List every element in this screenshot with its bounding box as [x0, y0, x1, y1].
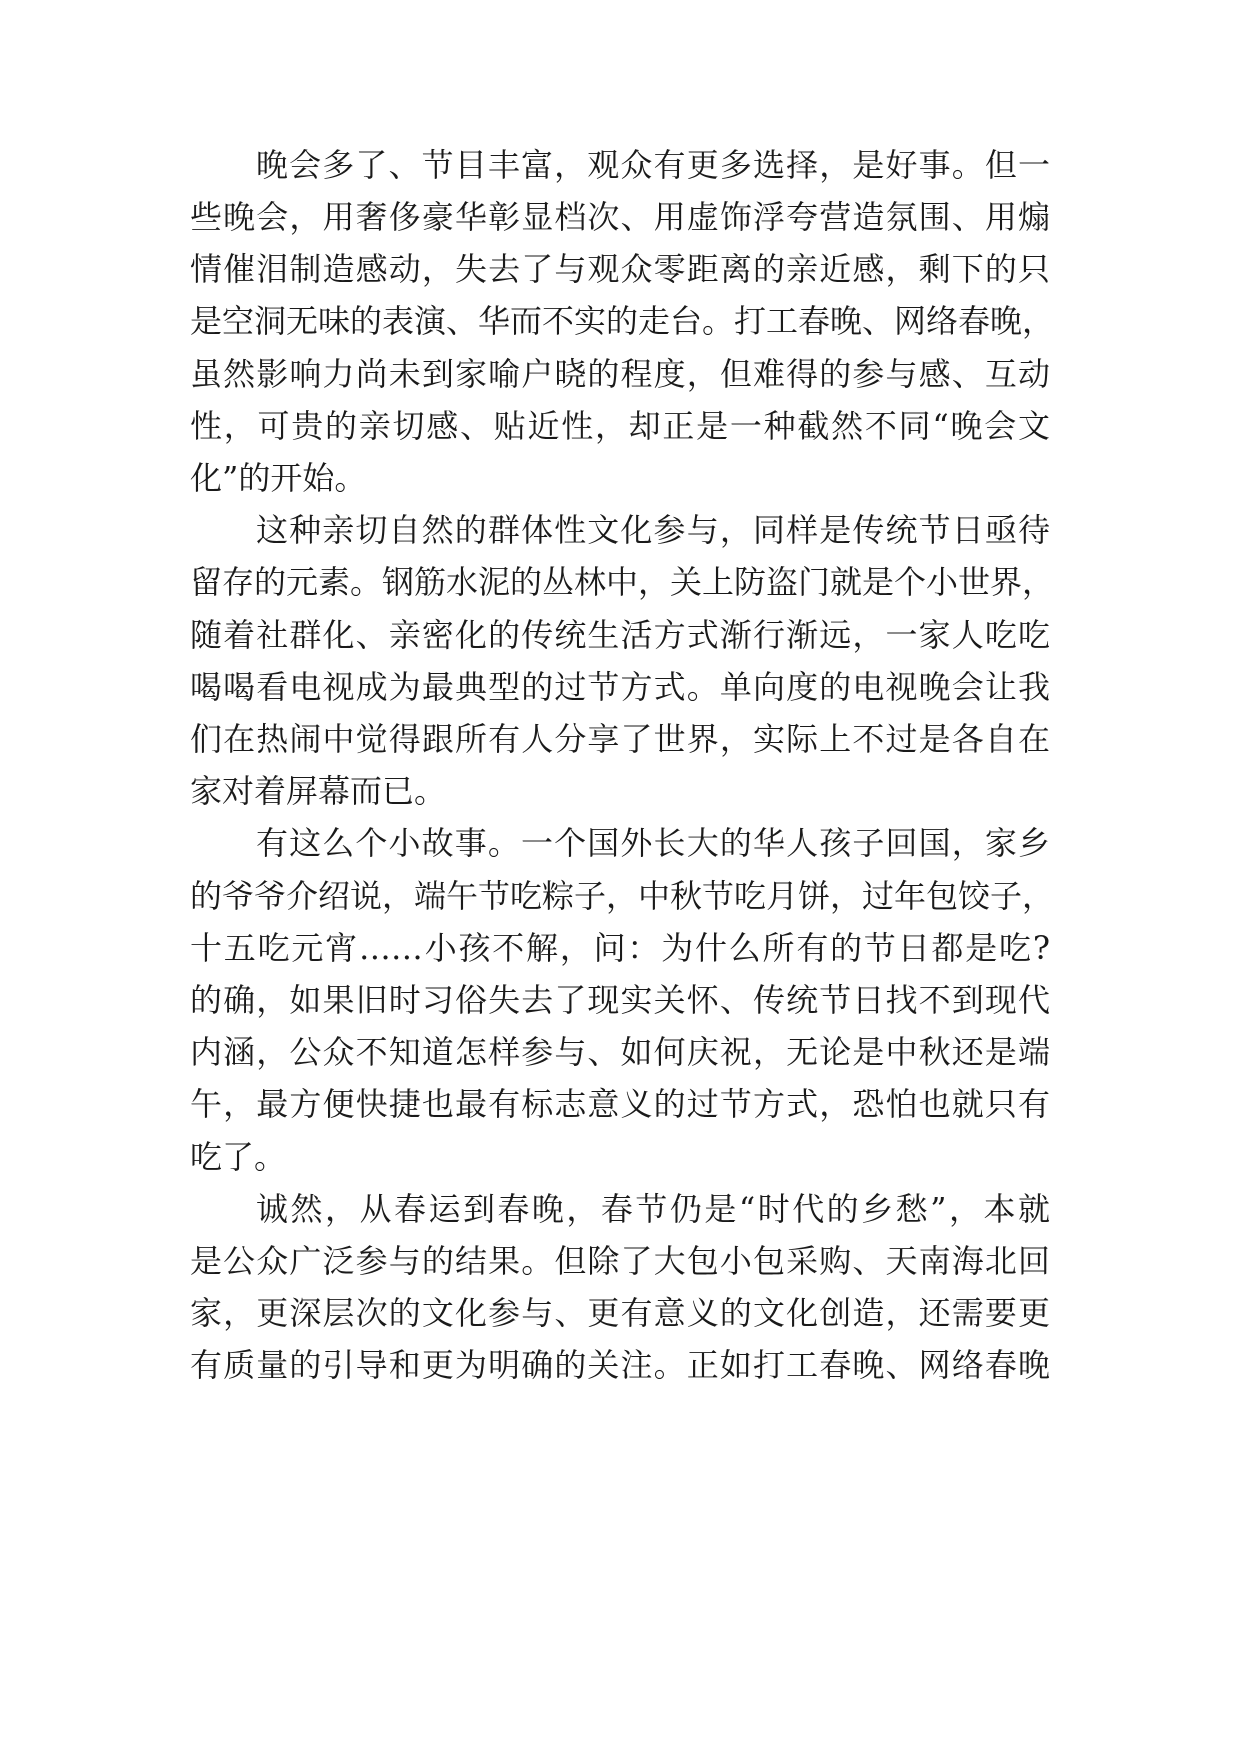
- text-line: 们在热闹中觉得跟所有人分享了世界，实际上不过是各自在: [190, 720, 1050, 758]
- text-line: 午，最方便快捷也最有标志意义的过节方式，恐怕也就只有: [190, 1085, 1050, 1123]
- text-line: 的爷爷介绍说，端午节吃粽子，中秋节吃月饼，过年包饺子，: [190, 877, 1055, 915]
- text-line: 有质量的引导和更为明确的关注。正如打工春晚、网络春晚: [190, 1346, 1050, 1384]
- text-line: 的确，如果旧时习俗失去了现实关怀、传统节日找不到现代: [190, 981, 1050, 1019]
- text-line: 内涵，公众不知道怎样参与、如何庆祝，无论是中秋还是端: [190, 1033, 1050, 1071]
- text-line: 这种亲切自然的群体性文化参与，同样是传统节日亟待: [256, 511, 1050, 549]
- text-line: 是空洞无味的表演、华而不实的走台。打工春晚、网络春晚，: [190, 302, 1055, 340]
- text-line: 是公众广泛参与的结果。但除了大包小包采购、天南海北回: [190, 1242, 1050, 1280]
- text-line: 随着社群化、亲密化的传统生活方式渐行渐远，一家人吃吃: [190, 616, 1050, 654]
- text-line: 晚会多了、节目丰富，观众有更多选择，是好事。但一: [256, 146, 1050, 184]
- text-line: 性，可贵的亲切感、贴近性，却正是一种截然不同“晚会文: [190, 407, 1050, 445]
- text-line: 化”的开始。: [190, 459, 367, 497]
- text-line: 虽然影响力尚未到家喻户晓的程度，但难得的参与感、互动: [190, 355, 1050, 393]
- text-line: 喝喝看电视成为最典型的过节方式。单向度的电视晚会让我: [190, 668, 1050, 706]
- text-line: 留存的元素。钢筋水泥的丛林中，关上防盗门就是个小世界，: [190, 563, 1055, 601]
- text-line: 情催泪制造感动，失去了与观众零距离的亲近感，剩下的只: [190, 250, 1050, 288]
- text-line: 家，更深层次的文化参与、更有意义的文化创造，还需要更: [190, 1294, 1050, 1332]
- text-line: 诚然，从春运到春晚，春节仍是“时代的乡愁”，本就: [256, 1190, 1050, 1228]
- text-line: 十五吃元宵……小孩不解，问：为什么所有的节日都是吃?: [190, 929, 1050, 967]
- text-line: 家对着屏幕而已。: [190, 772, 447, 810]
- text-line: 些晚会，用奢侈豪华彰显档次、用虚饰浮夸营造氛围、用煽: [190, 198, 1050, 236]
- text-line: 有这么个小故事。一个国外长大的华人孩子回国，家乡: [256, 824, 1050, 862]
- text-line: 吃了。: [190, 1138, 287, 1176]
